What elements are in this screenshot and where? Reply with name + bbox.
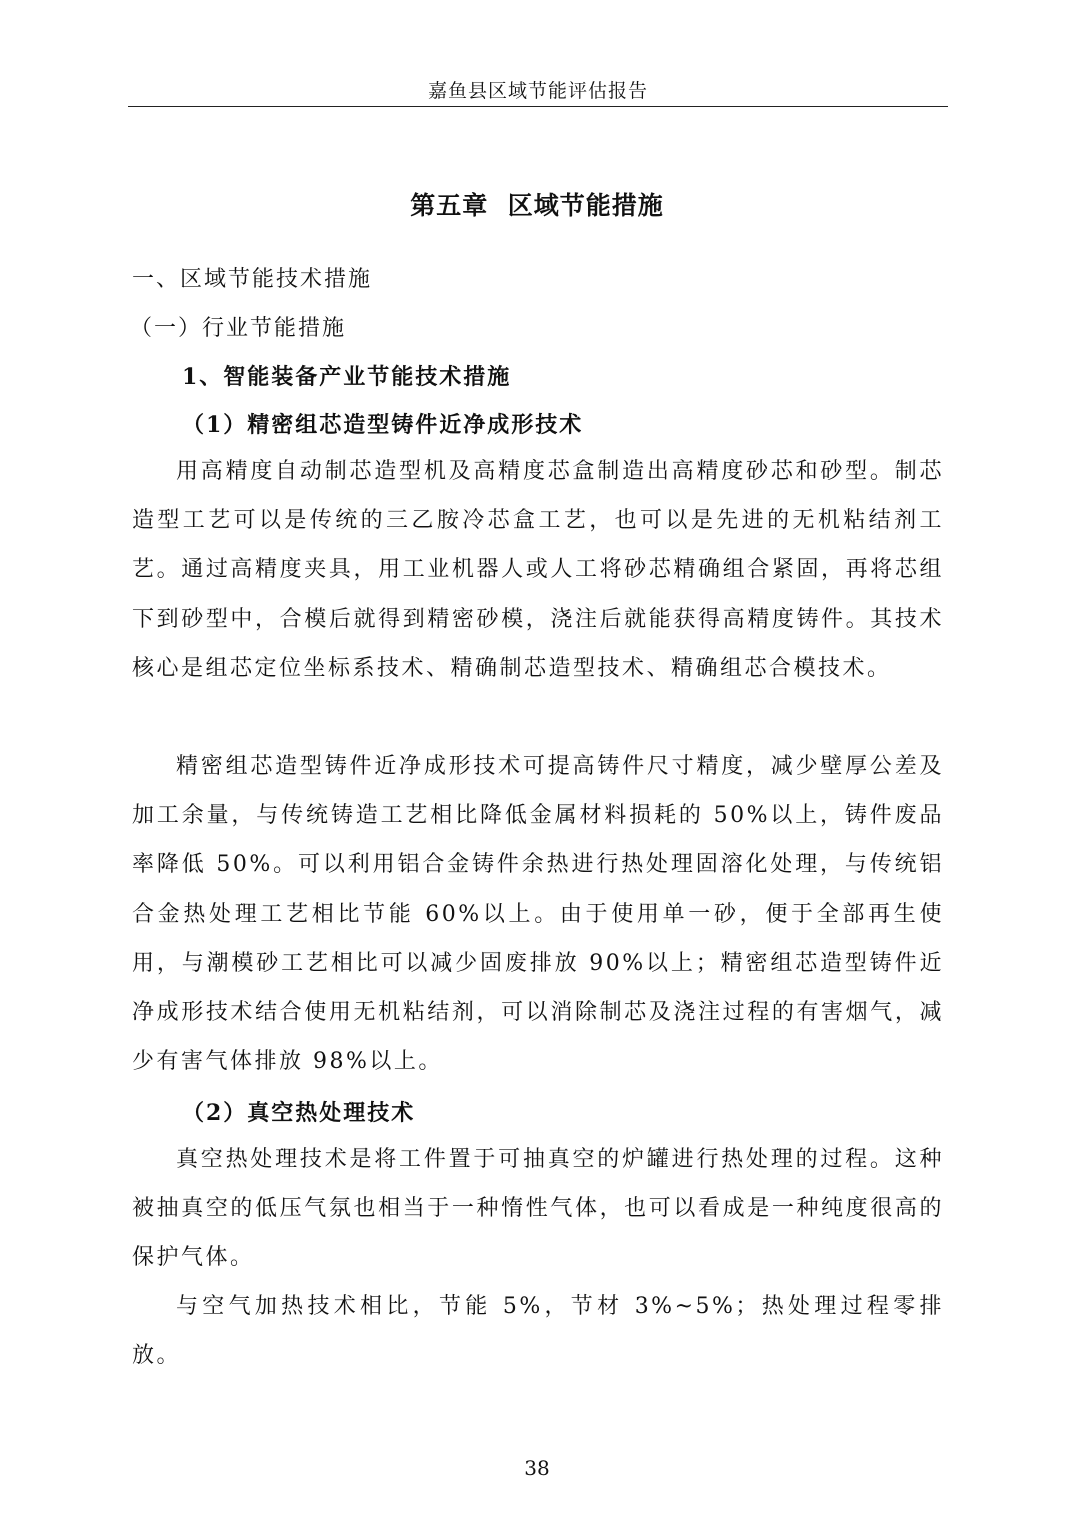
item-heading: 1、智能装备产业节能技术措施 [182, 364, 512, 390]
body-paragraph: 用高精度自动制芯造型机及高精度芯盒制造出高精度砂芯和砂型。制芯造型工艺可以是传统的三乙胺冷芯盒工艺，也可以是先进的无机粘结剂工艺。通过高精度夹具，用工业机器人或人工将砂芯精确组合紧固，再将芯组下到砂型中，合模后就得到精密砂模，浇注后就能获得高精度铸件。其技术核心是组芯定位坐标系技术、精确制芯造型技术、精确组芯合模技术。 [132, 459, 944, 681]
subitem-heading-precision-casting: （1）精密组芯造型铸件近净成形技术 [182, 412, 584, 438]
chapter-title: 第五章 区域节能措施 [410, 191, 664, 220]
header-divider [128, 106, 948, 107]
subsection-heading: （一）行业节能措施 [130, 316, 347, 341]
body-paragraph: 真空热处理技术是将工件置于可抽真空的炉罐进行热处理的过程。这种被抽真空的低压气氛也相当于一种惰性气体，也可以看成是一种纯度很高的保护气体。 [132, 1147, 944, 1271]
page-number: 38 [524, 1456, 550, 1480]
body-paragraph: 精密组芯造型铸件近净成形技术可提高铸件尺寸精度，减少壁厚公差及加工余量，与传统铸造工艺相比降低金属材料损耗的 50%以上，铸件废品率降低 50%。可以利用铝合金铸件余热进行热处理固溶化处理，与传统铝合金热处理工艺相比节能 60%以上。由于使用单一砂，便于全部再生使用，与潮模砂工艺相比可以减少固废排放 90%以上；精密组芯造型铸件近净成形技术结合使用无机粘结剂，可以消除制芯及浇注过程的有害烟气，减少有害气体排放 98%以上。 [132, 754, 944, 1075]
subitem-heading-vacuum-heat-treatment: （2）真空热处理技术 [182, 1100, 416, 1126]
body-paragraph: 与空气加热技术相比，节能 5%，节材 3%~5%；热处理过程零排放。 [132, 1294, 944, 1369]
section-heading: 一、区域节能技术措施 [132, 267, 373, 292]
running-header: 嘉鱼县区域节能评估报告 [427, 80, 648, 102]
